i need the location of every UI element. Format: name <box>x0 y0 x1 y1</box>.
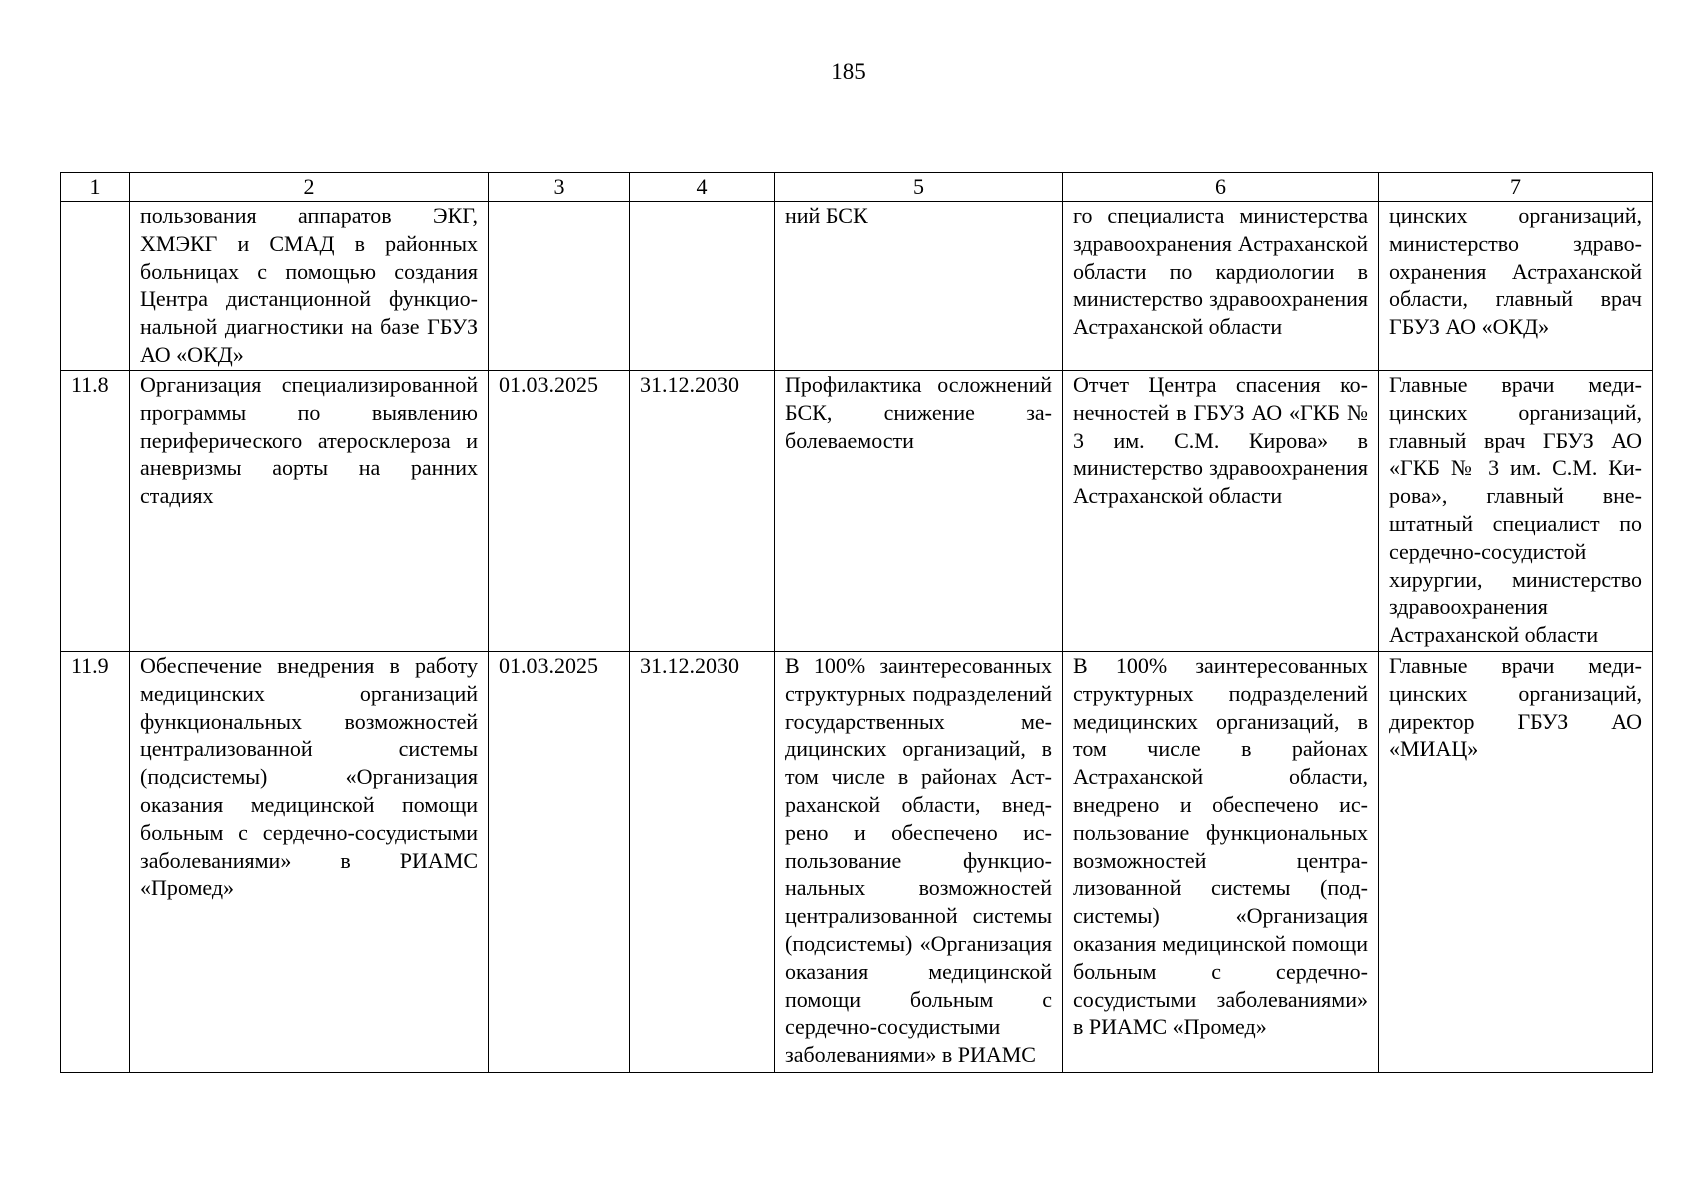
end-date-cell: 31.12.2030 <box>630 371 775 652</box>
table-row <box>61 652 1653 1073</box>
result-cell: В 100% заинтересованных структурных подразделений государственных медицинских организаций, в том числе в районах Астраханской области, внедрено и обеспечено использование функциональных возможностей централизованной системы (подсистемы) «Организация оказания медицинской помощи больным с сердечно-сосудистыми заболеваниями» в РИАМС <box>775 652 1063 1073</box>
control-cell: го специалиста министерства здравоохранения Астраханской области по кардиологии в министерство здравоохранения Астраханской области <box>1063 202 1379 371</box>
result-cell: ний БСК <box>775 202 1063 371</box>
table-header-row <box>61 173 1653 202</box>
control-cell: Отчет Центра спасения конечностей в ГБУЗ АО «ГКБ № 3 им. С.М. Кирова» в министерство здравоохранения Астраханской области <box>1063 371 1379 652</box>
responsible-cell: Главные врачи медицинских организаций, главный врач ГБУЗ АО «ГКБ № 3 им. С.М. Кирова», главный внештатный специалист по сердечно-сосудистой хирургии, министерство здравоохранения Астраханской области <box>1379 371 1653 652</box>
header-cell-4: 4 <box>630 173 775 202</box>
result-cell: Профилактика осложнений БСК, снижение заболеваемости <box>775 371 1063 652</box>
row-number-cell <box>61 202 130 371</box>
table-row <box>61 202 1653 371</box>
header-cell-2: 2 <box>130 173 489 202</box>
end-date-cell <box>630 202 775 371</box>
responsible-cell: цинских организаций, министерство здравоохранения Астраханской области, главный врач ГБУЗ АО «ОКД» <box>1379 202 1653 371</box>
header-cell-7: 7 <box>1379 173 1653 202</box>
control-cell: В 100% заинтересованных структурных подразделений медицинских организаций, в том числе в районах Астраханской области, внедрено и обеспечено использование функциональных возможностей централизованной системы (подсистемы) «Организация оказания медицинской помощи больным с сердечно-сосудистыми заболеваниями» в РИАМС «Промед» <box>1063 652 1379 1073</box>
activity-cell: Организация специализированной программы по выявлению периферического атеросклероза и аневризмы аорты на ранних стадиях <box>130 371 489 652</box>
start-date-cell <box>489 202 630 371</box>
start-date-cell: 01.03.2025 <box>489 371 630 652</box>
activity-cell: Обеспечение внедрения в работу медицинских организаций функциональных возможностей централизованной системы (подсистемы) «Организация оказания медицинской помощи больным с сердечно-сосудистыми заболеваниями» в РИАМС «Промед» <box>130 652 489 1073</box>
header-cell-1: 1 <box>61 173 130 202</box>
end-date-cell: 31.12.2030 <box>630 652 775 1073</box>
page-number: 185 <box>831 59 866 84</box>
activity-cell: пользования аппаратов ЭКГ, ХМЭКГ и СМАД в районных больницах с помощью создания Центра дистанционной функциональной диагностики на базе ГБУЗ АО «ОКД» <box>130 202 489 371</box>
row-number-cell: 11.8 <box>61 371 130 652</box>
row-number-cell: 11.9 <box>61 652 130 1073</box>
plan-table <box>60 172 1653 1073</box>
header-cell-5: 5 <box>775 173 1063 202</box>
header-cell-3: 3 <box>489 173 630 202</box>
responsible-cell: Главные врачи медицинских организаций, директор ГБУЗ АО «МИАЦ» <box>1379 652 1653 1073</box>
header-cell-6: 6 <box>1063 173 1379 202</box>
table-row <box>61 371 1653 652</box>
start-date-cell: 01.03.2025 <box>489 652 630 1073</box>
